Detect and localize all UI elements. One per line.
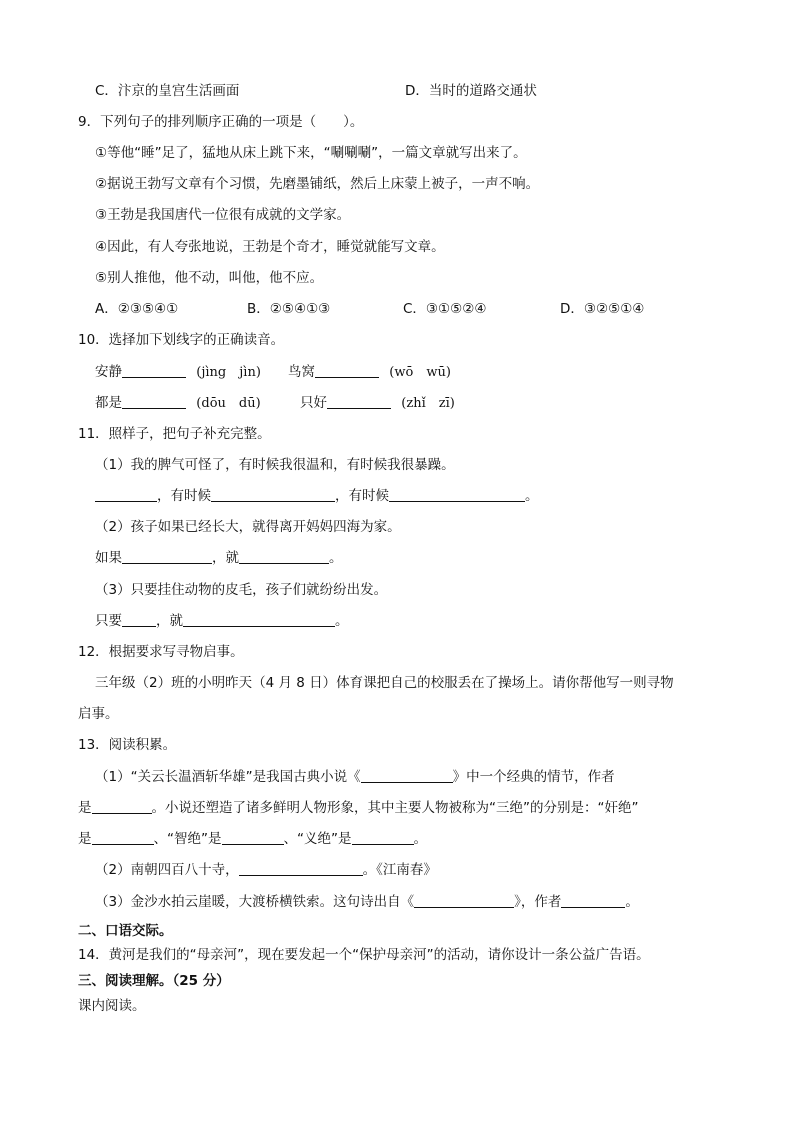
- q13-text-3a: 是: [78, 831, 92, 847]
- q13-blank-yijue[interactable]: [352, 829, 414, 845]
- q10-pinyin-4: (zhǐ zī): [401, 396, 455, 411]
- section-2-title: 二、口语交际。: [78, 923, 173, 939]
- q11-blank-2b[interactable]: [239, 548, 329, 564]
- q12-body-1: 三年级（2）班的小明昨天（4 月 8 日）体育课把自己的校服丢在了操场上。请你帮他写一则寻物: [95, 675, 674, 691]
- q9-stem: 9．下列句子的排列顺序正确的一项是（ ）。: [78, 114, 364, 130]
- section-3-title: 三、阅读理解。（25 分）: [78, 973, 230, 989]
- q10-item-3: [95, 393, 261, 414]
- q13-text-2a: 是: [78, 800, 92, 816]
- q9-sentence-2: ②据说王勃写文章有个习惯，先磨墨铺纸，然后上床蒙上被子，一声不响。: [95, 176, 540, 192]
- q11-text-2a: 如果: [95, 550, 122, 566]
- q11-example-2: （2）孩子如果已经长大，就得离开妈妈四海为家。: [95, 519, 401, 535]
- q11-text-3a: 只要: [95, 613, 122, 629]
- q13-line-4: [95, 860, 437, 880]
- q11-blank-1a[interactable]: [95, 486, 157, 502]
- q13-line-3: [78, 829, 427, 849]
- q8-option-d: D．当时的道路交通状: [405, 83, 537, 99]
- q13-text-2b: 。小说还塑造了诸多鲜明人物形象，其中主要人物被称为“三绝”的分别是：“奸绝”: [151, 800, 639, 816]
- q10-item-2: [288, 362, 451, 383]
- q13-blank-poem-author[interactable]: [561, 892, 625, 908]
- q9-option-c: C．③①⑤②④: [403, 301, 487, 317]
- q11-text-2c: 。: [329, 550, 343, 566]
- q10-word-2: 鸟窝: [288, 364, 315, 380]
- q13-text-3b: 、“智绝”是: [153, 831, 222, 847]
- q13-text-4b: 。《江南春》: [362, 862, 437, 878]
- q12-stem: 12．根据要求写寻物启事。: [78, 644, 244, 660]
- q13-blank-author[interactable]: [92, 798, 152, 814]
- q8-option-c: C．汴京的皇宫生活画面: [95, 83, 240, 99]
- section-3-subtitle: 课内阅读。: [78, 998, 146, 1014]
- q11-example-3: （3）只要挂住动物的皮毛，孩子们就纷纷出发。: [95, 582, 388, 598]
- q10-blank-4[interactable]: [327, 393, 391, 409]
- q11-blank-1b[interactable]: [211, 486, 335, 502]
- q10-word-1: 安静: [95, 364, 122, 380]
- q13-text-3d: 。: [413, 831, 427, 847]
- q14-stem: 14．黄河是我们的“母亲河”，现在要发起一个“保护母亲河”的活动，请你设计一条公益广告语。: [78, 947, 650, 963]
- q13-blank-novel[interactable]: [361, 767, 453, 783]
- q12-body-2: 启事。: [78, 706, 119, 722]
- q10-pinyin-1: (jìng jìn): [196, 365, 261, 380]
- q10-item-4: [300, 393, 455, 414]
- q10-pinyin-3: (dōu dū): [196, 396, 261, 411]
- q13-text-5b: 》，作者: [514, 894, 562, 910]
- q10-blank-2[interactable]: [315, 362, 379, 378]
- q11-text-3c: 。: [335, 613, 349, 629]
- q10-blank-1[interactable]: [122, 362, 186, 378]
- q13-text-1a: （1）“关云长温酒斩华雄”是我国古典小说《: [95, 769, 361, 785]
- q13-blank-zhijue[interactable]: [222, 829, 284, 845]
- q9-sentence-4: ④因此，有人夸张地说，王勃是个奇才，睡觉就能写文章。: [95, 239, 445, 255]
- q13-line-2: [78, 798, 638, 818]
- q10-stem: 10．选择加下划线字的正确读音。: [78, 332, 285, 348]
- q9-option-a: A．②③⑤④①: [95, 301, 179, 317]
- q9-sentence-1: ①等他“睡”足了，猛地从床上跳下来，“唰唰唰”，一篇文章就写出来了。: [95, 145, 527, 161]
- q11-text-1b: ，有时候: [335, 488, 389, 504]
- q11-text-3b: ，就: [156, 613, 183, 629]
- q10-blank-3[interactable]: [122, 393, 186, 409]
- q9-sentence-3: ③王勃是我国唐代一位很有成就的文学家。: [95, 207, 351, 223]
- q13-text-5a: （3）金沙水拍云崖暖，大渡桥横铁索。这句诗出自《: [95, 894, 415, 910]
- q11-text-1a: ，有时候: [157, 488, 211, 504]
- q13-text-5c: 。: [625, 894, 639, 910]
- q9-option-d: D．③②⑤①④: [560, 301, 645, 317]
- q10-pinyin-2: (wō wū): [389, 365, 451, 380]
- q10-item-1: [95, 362, 261, 383]
- q11-blank-3a[interactable]: [122, 611, 156, 627]
- q11-stem: 11．照样子，把句子补充完整。: [78, 426, 271, 442]
- q13-text-4a: （2）南朝四百八十寺，: [95, 862, 239, 878]
- q11-text-2b: ，就: [212, 550, 239, 566]
- q13-blank-jianjue[interactable]: [92, 829, 154, 845]
- q13-text-3c: 、“义绝”是: [283, 831, 352, 847]
- q10-word-4: 只好: [300, 395, 327, 411]
- q13-text-1b: 》中一个经典的情节，作者: [452, 769, 615, 785]
- q13-stem: 13．阅读积累。: [78, 737, 177, 753]
- q11-blank-3b[interactable]: [183, 611, 335, 627]
- q11-text-1c: 。: [525, 488, 539, 504]
- q9-option-b: B．②⑤④①③: [247, 301, 331, 317]
- q11-answer-1: [95, 486, 539, 506]
- q9-sentence-5: ⑤别人推他，他不动，叫他，他不应。: [95, 270, 324, 286]
- q11-blank-2a[interactable]: [122, 548, 212, 564]
- q13-blank-poem-title[interactable]: [414, 892, 514, 908]
- q10-word-3: 都是: [95, 395, 122, 411]
- q11-example-1: （1）我的脾气可怪了，有时候我很温和，有时候我很暴躁。: [95, 457, 455, 473]
- q13-line-1: [95, 767, 615, 787]
- q11-answer-2: [95, 548, 343, 568]
- q11-blank-1c[interactable]: [389, 486, 525, 502]
- q13-blank-poem[interactable]: [239, 860, 363, 876]
- q13-line-5: [95, 892, 639, 912]
- q11-answer-3: [95, 611, 349, 631]
